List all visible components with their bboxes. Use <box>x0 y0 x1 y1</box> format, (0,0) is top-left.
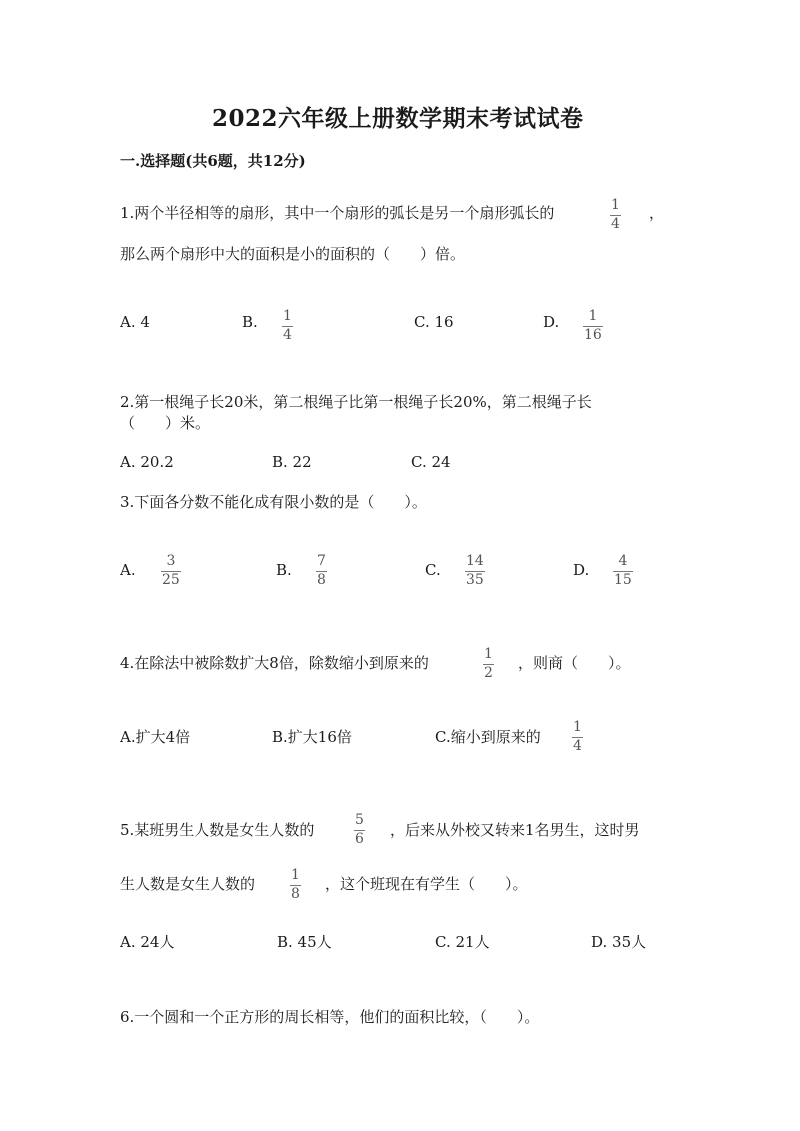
q3-option-c-fraction <box>465 554 485 588</box>
q5-option-d[interactable]: D. 35人 <box>591 933 647 951</box>
q1-option-a[interactable]: A. 4 <box>120 313 150 331</box>
q1-stem-line2: 那么两个扇形中大的面积是小的面积的（ ）倍。 <box>120 245 466 263</box>
q3-option-d-label[interactable]: D. <box>573 561 590 579</box>
q1-stem-line1: 1.两个半径相等的扇形，其中一个扇形的弧长是另一个扇形弧长的 <box>120 204 555 222</box>
q3-option-b-denominator: 8 <box>317 572 326 588</box>
q5-fraction-1-denominator: 6 <box>355 831 364 847</box>
q3-option-d-fraction <box>613 554 633 588</box>
q4-fraction-numerator: 1 <box>484 646 493 662</box>
q5-stem-part2: ，后来从外校又转来1名男生，这时男 <box>390 821 640 839</box>
q3-option-b-label[interactable]: B. <box>276 561 292 579</box>
q3-option-c-numerator: 14 <box>466 553 484 569</box>
q4-stem-part2: ，则商（ ）。 <box>518 654 631 672</box>
q1-option-d-numerator: 1 <box>588 308 598 324</box>
q3-option-a-fraction <box>161 554 181 588</box>
q5-stem-part4: ，这个班现在有学生（ ）。 <box>325 875 528 893</box>
q4-option-c-denominator: 4 <box>573 738 582 754</box>
q5-fraction-1 <box>354 813 365 847</box>
q1-option-c[interactable]: C. 16 <box>414 313 454 331</box>
q5-fraction-1-numerator: 5 <box>355 812 364 828</box>
q1-comma: ， <box>649 204 665 222</box>
q1-option-b-denominator: 4 <box>283 327 292 343</box>
q3-option-a-denominator: 25 <box>162 572 180 588</box>
q3-option-b-fraction <box>316 554 327 588</box>
q1-option-b-label[interactable]: B. <box>242 313 258 331</box>
q3-option-c-label[interactable]: C. <box>425 561 441 579</box>
q5-option-b[interactable]: B. 45人 <box>277 933 332 951</box>
q5-fraction-2-denominator: 8 <box>291 886 300 902</box>
q3-option-c-denominator: 35 <box>466 572 484 588</box>
q2-option-b[interactable]: B. 22 <box>272 453 312 471</box>
q4-stem-part1: 4.在除法中被除数扩大8倍，除数缩小到原来的 <box>120 654 429 672</box>
q1-option-d-denominator: 16 <box>584 327 602 343</box>
q5-option-c[interactable]: C. 21人 <box>435 933 490 951</box>
q1-fraction-numerator: 1 <box>611 197 620 213</box>
q5-option-a[interactable]: A. 24人 <box>120 933 175 951</box>
q3-option-b-numerator: 7 <box>317 553 326 569</box>
q3-option-a-numerator: 3 <box>166 553 176 569</box>
q5-fraction-2-numerator: 1 <box>291 867 300 883</box>
q1-fraction <box>610 198 621 232</box>
q3-option-a-label[interactable]: A. <box>120 561 136 579</box>
q4-fraction-denominator: 2 <box>484 665 493 681</box>
q3-stem-line1: 3.下面各分数不能化成有限小数的是（ ）。 <box>120 493 427 511</box>
q2-option-c[interactable]: C. 24 <box>411 453 451 471</box>
q2-option-a[interactable]: A. 20.2 <box>120 453 174 471</box>
q5-fraction-2 <box>290 868 301 902</box>
q2-stem-line2: （ ）米。 <box>120 414 211 432</box>
q4-fraction <box>483 647 494 681</box>
q4-option-a[interactable]: A.扩大4倍 <box>120 728 191 746</box>
q6-stem-line1: 6.一个圆和一个正方形的周长相等，他们的面积比较，（ ）。 <box>120 1008 540 1026</box>
q5-stem-part3: 生人数是女生人数的 <box>120 875 256 893</box>
q2-stem-line1: 2.第一根绳子长20米，第二根绳子比第一根绳子长20%，第二根绳子长 <box>120 393 592 411</box>
page-title: 2022六年级上册数学期末考试试卷 <box>212 105 584 132</box>
q1-option-d-label[interactable]: D. <box>543 313 560 331</box>
q1-option-b-numerator: 1 <box>283 308 292 324</box>
q5-stem-part1: 5.某班男生人数是女生人数的 <box>120 821 315 839</box>
q1-option-b-fraction <box>282 309 293 343</box>
q4-option-c-label[interactable]: C.缩小到原来的 <box>435 728 541 746</box>
q4-option-c-fraction <box>572 720 583 754</box>
q4-option-c-numerator: 1 <box>573 719 582 735</box>
section-heading: 一.选择题(共6题，共12分) <box>120 152 306 170</box>
q4-option-b[interactable]: B.扩大16倍 <box>272 728 352 746</box>
q1-option-d-fraction <box>583 309 603 343</box>
q3-option-d-numerator: 4 <box>618 553 628 569</box>
q1-fraction-denominator: 4 <box>611 216 620 232</box>
q3-option-d-denominator: 15 <box>614 572 632 588</box>
